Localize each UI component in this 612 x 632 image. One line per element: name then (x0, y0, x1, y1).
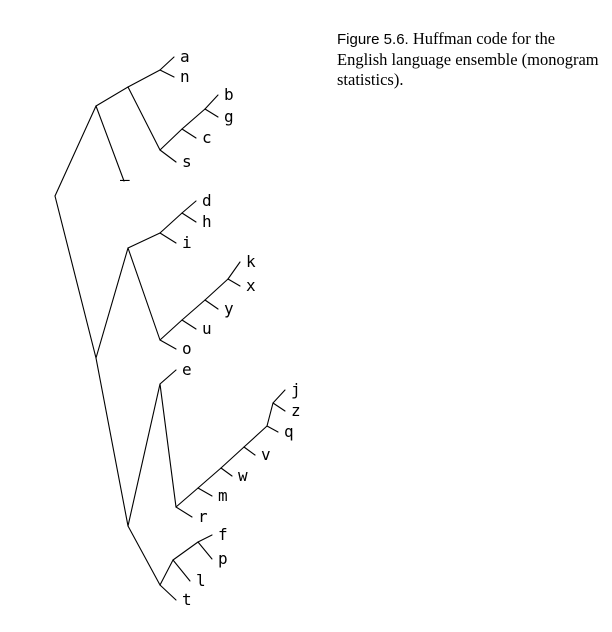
leaf-label: r (198, 507, 208, 526)
leaf-label: g (224, 107, 234, 126)
leaf-label: e (182, 360, 192, 379)
tree-edge-K-o (160, 340, 176, 349)
tree-edge-U-V (244, 426, 267, 447)
tree-edge-W-j (273, 390, 285, 403)
leaf-label: h (202, 212, 212, 231)
tree-edge-I-J (160, 213, 182, 233)
tree-edge-Y-l (173, 560, 190, 581)
tree-edge-L-M (182, 300, 205, 320)
tree-edge-Y-Z (173, 542, 198, 560)
leaf-label: f (218, 525, 228, 544)
tree-edge-B-D (128, 87, 160, 150)
leaf-label: p (218, 549, 228, 568)
leaf-label: x (246, 276, 256, 295)
tree-edge-K-L (160, 320, 182, 340)
tree-edge-U-v (244, 447, 255, 455)
leaf-label: l (196, 571, 206, 590)
leaf-label: v (261, 445, 271, 464)
leaf-label: w (238, 466, 248, 485)
leaf-label: i (182, 233, 192, 252)
leaf-label: d (202, 191, 212, 210)
tree-edge-R-r (176, 507, 192, 517)
leaf-label: n (180, 67, 190, 86)
tree-edge-O-Q (128, 384, 160, 526)
tree-edges (55, 57, 285, 600)
tree-edge-B-C (128, 70, 160, 87)
leaf-label: – (120, 170, 130, 189)
tree-edge-Q-e (160, 370, 176, 384)
tree-edge-root-G (55, 196, 96, 358)
tree-edge-Z-p (198, 542, 212, 559)
tree-edge-F-g (205, 109, 218, 117)
leaf-label: c (202, 128, 212, 147)
leaf-label: z (291, 401, 301, 420)
tree-edge-X-t (160, 585, 176, 600)
tree-edge-E-c (182, 129, 196, 138)
tree-edge-T-U (221, 447, 244, 468)
tree-edge-O-X (128, 526, 160, 585)
tree-edge-L-u (182, 320, 196, 329)
tree-edge-R-S (176, 488, 198, 507)
leaf-label: a (180, 47, 190, 66)
tree-edge-N-k (228, 262, 240, 279)
tree-edge-C-a (160, 57, 174, 70)
leaf-label: m (218, 486, 228, 505)
leaf-label: u (202, 319, 212, 338)
tree-edge-W-z (273, 403, 285, 411)
tree-leaf-labels (120, 47, 301, 609)
leaf-label: s (182, 152, 192, 171)
tree-edge-H-K (128, 248, 160, 340)
leaf-label: y (224, 299, 234, 318)
leaf-label: o (182, 339, 192, 358)
tree-edge-root-A (55, 106, 96, 196)
figure-caption (337, 29, 607, 90)
tree-edge-G-O (96, 358, 128, 526)
figure-caption-text: Huffman code for the English language ensemble (monogram statistics). (337, 29, 599, 89)
tree-edge-C-n (160, 70, 174, 77)
tree-edge-T-w (221, 468, 232, 476)
leaf-label: q (284, 422, 294, 441)
tree-edge-V-q (267, 426, 278, 432)
tree-edge-X-Y (160, 560, 173, 585)
tree-edge-D-E (160, 129, 182, 150)
tree-edge-E-F (182, 109, 205, 129)
tree-edge-V-W (267, 403, 273, 426)
tree-edge-A-B (96, 87, 128, 106)
tree-edge-Q-R (160, 384, 176, 507)
leaf-label: t (182, 590, 192, 609)
tree-edge-N-x (228, 279, 240, 286)
tree-edge-D-s (160, 150, 176, 162)
tree-edge-J-d (182, 201, 196, 213)
tree-edge-S-m (198, 488, 212, 496)
leaf-label: j (291, 380, 301, 399)
leaf-label: k (246, 252, 256, 271)
tree-edge-I-i (160, 233, 176, 243)
tree-edge-G-H (96, 248, 128, 358)
tree-edge-M-N (205, 279, 228, 300)
tree-edge-Z-f (198, 535, 212, 542)
tree-edge-H-I (128, 233, 160, 248)
figure-label: Figure 5.6. (337, 31, 409, 48)
tree-edge-F-b (205, 95, 218, 109)
leaf-label: b (224, 85, 234, 104)
tree-edge-M-y (205, 300, 218, 309)
tree-edge-S-T (198, 468, 221, 488)
tree-edge-J-h (182, 213, 196, 222)
